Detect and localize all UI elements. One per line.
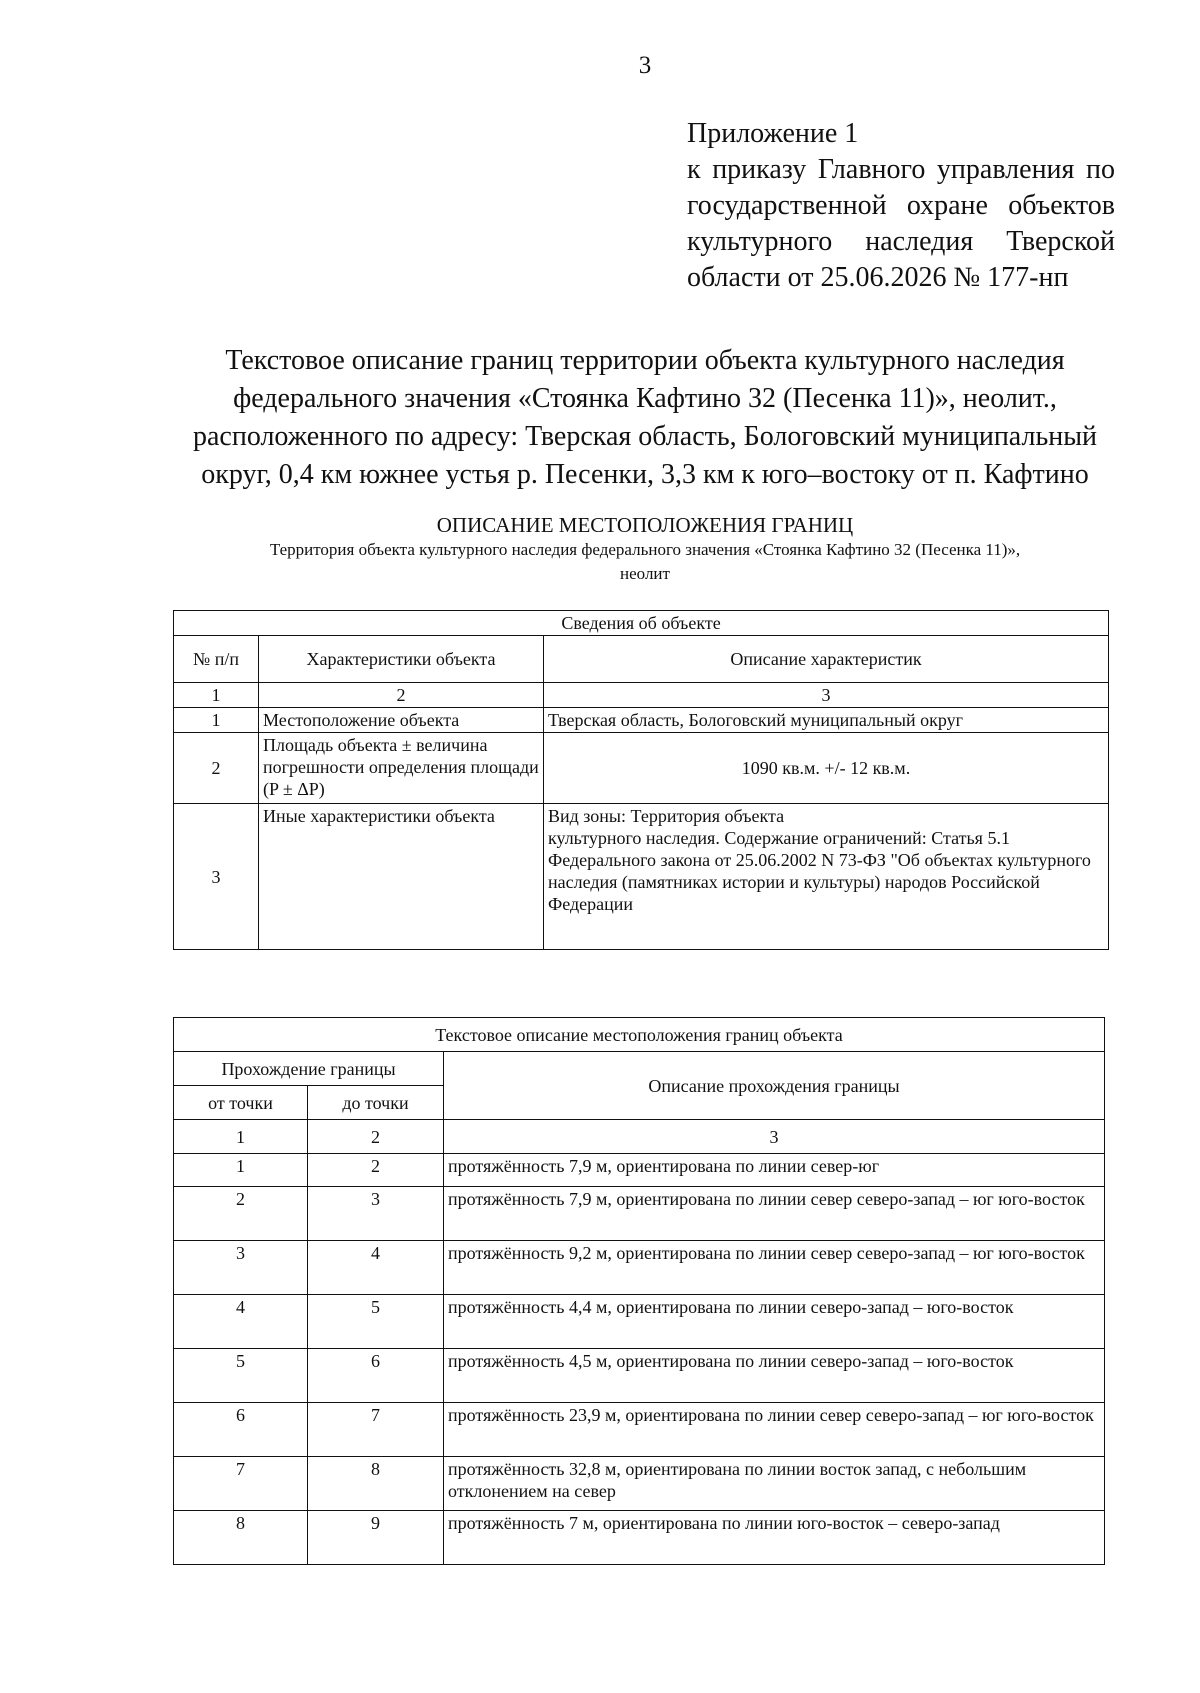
appendix-line: к приказу Главного управления по <box>687 154 1115 185</box>
column-number: 3 <box>444 1120 1105 1154</box>
column-header-characteristic: Характеристики объекта <box>259 636 544 683</box>
column-header-description: Описание характеристик <box>544 636 1109 683</box>
group-header: Прохождение границы <box>174 1052 444 1086</box>
table-row <box>174 1457 1105 1511</box>
segment-description: протяжённость 32,8 м, ориентирована по линии восток запад, с небольшим отклонением на север <box>444 1457 1105 1511</box>
table-row <box>174 804 1109 950</box>
to-point: 3 <box>308 1187 444 1241</box>
description-header: Описание прохождения границы <box>444 1052 1105 1120</box>
from-point-header: от точки <box>174 1086 308 1120</box>
row-number: 2 <box>174 733 259 804</box>
row-description: 1090 кв.м. +/- 12 кв.м. <box>544 733 1109 804</box>
row-description: Вид зоны: Территория объекта культурного наследия. Содержание ограничений: Статья 5.1 Федерального закона от 25.06.2002 N 73-ФЗ "Об объектах культурного наследия (памятниках истории и культуры) народов Российской Федерации <box>544 804 1109 950</box>
title-line: Текстовое описание границ территории объекта культурного наследия <box>225 345 1065 376</box>
document-title <box>150 342 1140 494</box>
section-heading: ОПИСАНИЕ МЕСТОПОЛОЖЕНИЯ ГРАНИЦ <box>436 513 854 537</box>
segment-description: протяжённость 7,9 м, ориентирована по линии север-юг <box>444 1154 1105 1187</box>
subtitle-line: Территория объекта культурного наследия федерального значения «Стоянка Кафтино 32 (Песенка 11)», <box>269 540 1021 559</box>
segment-description: протяжённость 4,4 м, ориентирована по линии северо-запад – юго-восток <box>444 1295 1105 1349</box>
boundary-table <box>173 1017 1105 1565</box>
column-header-number: № п/п <box>174 636 259 683</box>
segment-description: протяжённость 23,9 м, ориентирована по линии север северо-запад – юг юго-восток <box>444 1403 1105 1457</box>
table-row <box>174 1241 1105 1295</box>
subtitle-line: неолит <box>620 564 670 583</box>
to-point: 6 <box>308 1349 444 1403</box>
table-row <box>174 1295 1105 1349</box>
table-row <box>174 708 1109 733</box>
object-info-table <box>173 610 1109 950</box>
appendix-line: области от 25.06.2026 № 177-нп <box>687 262 1069 293</box>
table-row <box>174 1154 1105 1187</box>
segment-description: протяжённость 7 м, ориентирована по линии юго-восток – северо-запад <box>444 1511 1105 1565</box>
column-number: 2 <box>259 683 544 708</box>
column-number: 1 <box>174 1120 308 1154</box>
table-caption: Сведения об объекте <box>174 611 1109 636</box>
from-point: 3 <box>174 1241 308 1295</box>
to-point: 7 <box>308 1403 444 1457</box>
table-row <box>174 733 1109 804</box>
row-characteristic: Местоположение объекта <box>259 708 544 733</box>
title-line: расположенного по адресу: Тверская область, Бологовский муниципальный <box>192 421 1097 452</box>
row-description: Тверская область, Бологовский муниципальный округ <box>544 708 1109 733</box>
to-point: 9 <box>308 1511 444 1565</box>
segment-description: протяжённость 7,9 м, ориентирована по линии север северо-запад – юг юго-восток <box>444 1187 1105 1241</box>
table-row <box>174 1403 1105 1457</box>
section-subtitle <box>150 538 1140 586</box>
to-point: 8 <box>308 1457 444 1511</box>
appendix-line: государственной охране объектов <box>687 190 1115 221</box>
appendix-block <box>687 116 1115 296</box>
appendix-line: Приложение 1 <box>687 118 859 149</box>
page-number: 3 <box>638 52 652 79</box>
from-point: 2 <box>174 1187 308 1241</box>
from-point: 5 <box>174 1349 308 1403</box>
row-characteristic: Площадь объекта ± величина погрешности определения площади (P ± ΔP) <box>259 733 544 804</box>
row-number: 1 <box>174 708 259 733</box>
from-point: 7 <box>174 1457 308 1511</box>
table-caption: Текстовое описание местоположения границ объекта <box>174 1018 1105 1052</box>
title-line: федерального значения «Стоянка Кафтино 32 (Песенка 11)», неолит., <box>233 383 1057 414</box>
table-row <box>174 1187 1105 1241</box>
to-point: 5 <box>308 1295 444 1349</box>
table-row <box>174 1511 1105 1565</box>
column-number: 2 <box>308 1120 444 1154</box>
segment-description: протяжённость 9,2 м, ориентирована по линии север северо-запад – юг юго-восток <box>444 1241 1105 1295</box>
row-number: 3 <box>174 804 259 950</box>
to-point: 2 <box>308 1154 444 1187</box>
column-number: 3 <box>544 683 1109 708</box>
title-line: округ, 0,4 км южнее устья р. Песенки, 3,3 км к юго–востоку от п. Кафтино <box>201 459 1089 490</box>
from-point: 4 <box>174 1295 308 1349</box>
appendix-line: культурного наследия Тверской <box>687 226 1115 257</box>
table-row <box>174 1349 1105 1403</box>
from-point: 1 <box>174 1154 308 1187</box>
column-number: 1 <box>174 683 259 708</box>
to-point: 4 <box>308 1241 444 1295</box>
to-point-header: до точки <box>308 1086 444 1120</box>
from-point: 6 <box>174 1403 308 1457</box>
row-characteristic: Иные характеристики объекта <box>259 804 544 950</box>
from-point: 8 <box>174 1511 308 1565</box>
segment-description: протяжённость 4,5 м, ориентирована по линии северо-запад – юго-восток <box>444 1349 1105 1403</box>
